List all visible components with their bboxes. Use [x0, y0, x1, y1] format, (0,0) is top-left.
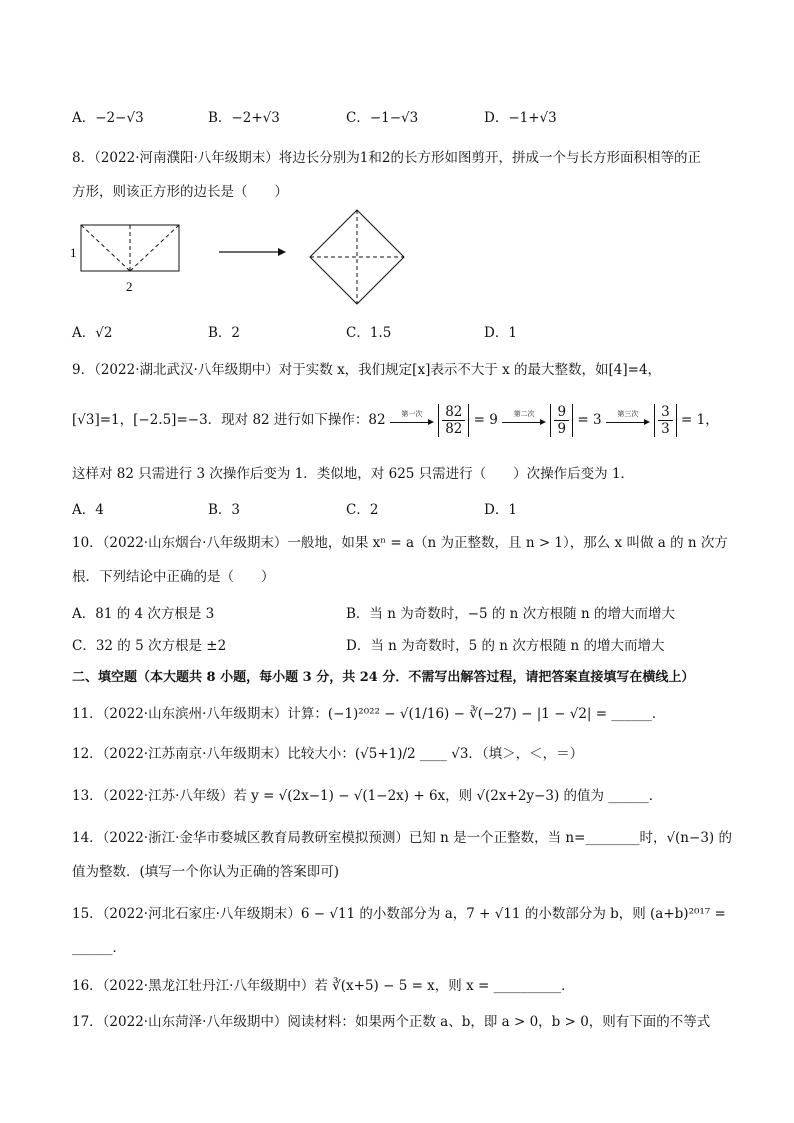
q7-option-a: A．−2−√3 — [72, 110, 144, 126]
q10-text-line2: 根．下列结论中正确的是（ ） — [72, 569, 275, 585]
q8-option-a: A．√2 — [72, 325, 113, 341]
q7-option-b: B．−2+√3 — [208, 110, 280, 126]
square-figure — [310, 210, 404, 304]
q12-text: 12．（2022·江苏南京·八年级期末）比较大小：(√5+1)/2 ____ √3．（填＞，＜，＝） — [72, 746, 584, 762]
q9-option-a: A．4 — [72, 502, 104, 518]
q9-option-d: D．1 — [484, 502, 517, 518]
q10-text-line1: 10．（2022·山东烟台·八年级期末）一般地，如果 xⁿ = a（n 为正整数，且 n > 1），那么 x 叫做 a 的 n 次方 — [72, 535, 728, 551]
q8-option-c: C．1.5 — [346, 325, 392, 341]
q8-figure — [66, 205, 446, 315]
fig-label-1: 1 — [70, 245, 77, 260]
q9-option-c: C．2 — [346, 502, 379, 518]
q8-text-line1: 8．（2022·河南濮阳·八年级期末）将边长分别为1和2的长方形如图剪开，拼成一个与长方形面积相等的正 — [72, 150, 701, 166]
q14-text-line2: 值为整数．(填写一个你认为正确的答案即可) — [72, 864, 340, 880]
step-arrow-1: 第一次 — [390, 415, 434, 427]
q8-option-d: D．1 — [484, 325, 517, 341]
rectangle-figure — [81, 225, 179, 271]
q9-text-line1: 9．（2022·湖北武汉·八年级期中）对于实数 x，我们规定[x]表示不大于 x 的最大整数，如[4]=4， — [72, 362, 662, 378]
section-heading-fill-in: 二、填空题（本大题共 8 小题，每小题 3 分，共 24 分．不需写出解答过程，请把答案直接填写在横线上） — [72, 670, 695, 685]
q8-text-line2: 方形，则该正方形的边长是（ ） — [72, 184, 288, 200]
q9-text-line3: 这样对 82 只需进行 3 次操作后变为 1．类似地，对 625 只需进行（ ）次操作后变为 1． — [72, 466, 635, 482]
q10-option-c: C．32 的 5 次方根是 ±2 — [72, 638, 227, 654]
q15-text-line2: ______． — [72, 940, 126, 956]
q14-text-line1: 14．（2022·浙江·金华市婺城区教育局教研室模拟预测）已知 n 是一个正整数，当 n=________时，√(n−3) 的 — [72, 830, 732, 846]
q9-result-3: = 1， — [681, 412, 719, 428]
q10-option-d: D．当 n 为奇数时，5 的 n 次方根随 n 的增大而增大 — [346, 638, 665, 654]
q16-text: 16．（2022·黑龙江牡丹江·八年级期中）若 ∛(x+5) − 5 = x，则 x = __________． — [72, 978, 575, 994]
q7-option-d: D．−1+√3 — [484, 110, 557, 126]
q17-text: 17．（2022·山东菏泽·八年级期中）阅读材料：如果两个正数 a、b，即 a > 0，b > 0，则有下面的不等式 — [72, 1014, 711, 1030]
q9-line2-start: [√3]=1，[−2.5]=−3．现对 82 进行如下操作：82 — [72, 412, 386, 428]
q8-option-b: B．2 — [208, 325, 241, 341]
step-arrow-3: 第三次 — [606, 415, 650, 427]
q15-text-line1: 15．（2022·河北石家庄·八年级期末）6 − √11 的小数部分为 a，7 + √11 的小数部分为 b，则 (a+b)²⁰¹⁷ = — [72, 906, 726, 922]
q11-text: 11．（2022·山东滨州·八年级期末）计算：(−1)²⁰²² − √(1/16) − ∛(−27) − |1 − √2| = ______． — [72, 706, 666, 722]
q10-option-a: A．81 的 4 次方根是 3 — [72, 606, 215, 622]
arrow-icon — [219, 248, 286, 256]
fig-label-2: 2 — [126, 279, 133, 294]
q9-option-b: B．3 — [208, 502, 241, 518]
q9-text-line2: [√3]=1，[−2.5]=−3．现对 82 进行如下操作：82 第一次 $\frac{82}{82}$ = 9 第二次 $\frac{9}{9}$ = 3 第三次 $\frac{3}{3}$ = 1， — [72, 404, 719, 437]
q10-option-b: B．当 n 为奇数时，−5 的 n 次方根随 n 的增大而增大 — [346, 606, 675, 622]
q9-result-1: = 9 — [473, 412, 498, 428]
q7-option-c: C．−1−√3 — [346, 110, 419, 126]
q13-text: 13．（2022·江苏·八年级）若 y = √(2x−1) − √(1−2x) + 6x，则 √(2x+2y−3) 的值为 ______． — [72, 788, 663, 804]
q9-result-2: = 3 — [577, 412, 602, 428]
step-arrow-2: 第二次 — [502, 415, 546, 427]
